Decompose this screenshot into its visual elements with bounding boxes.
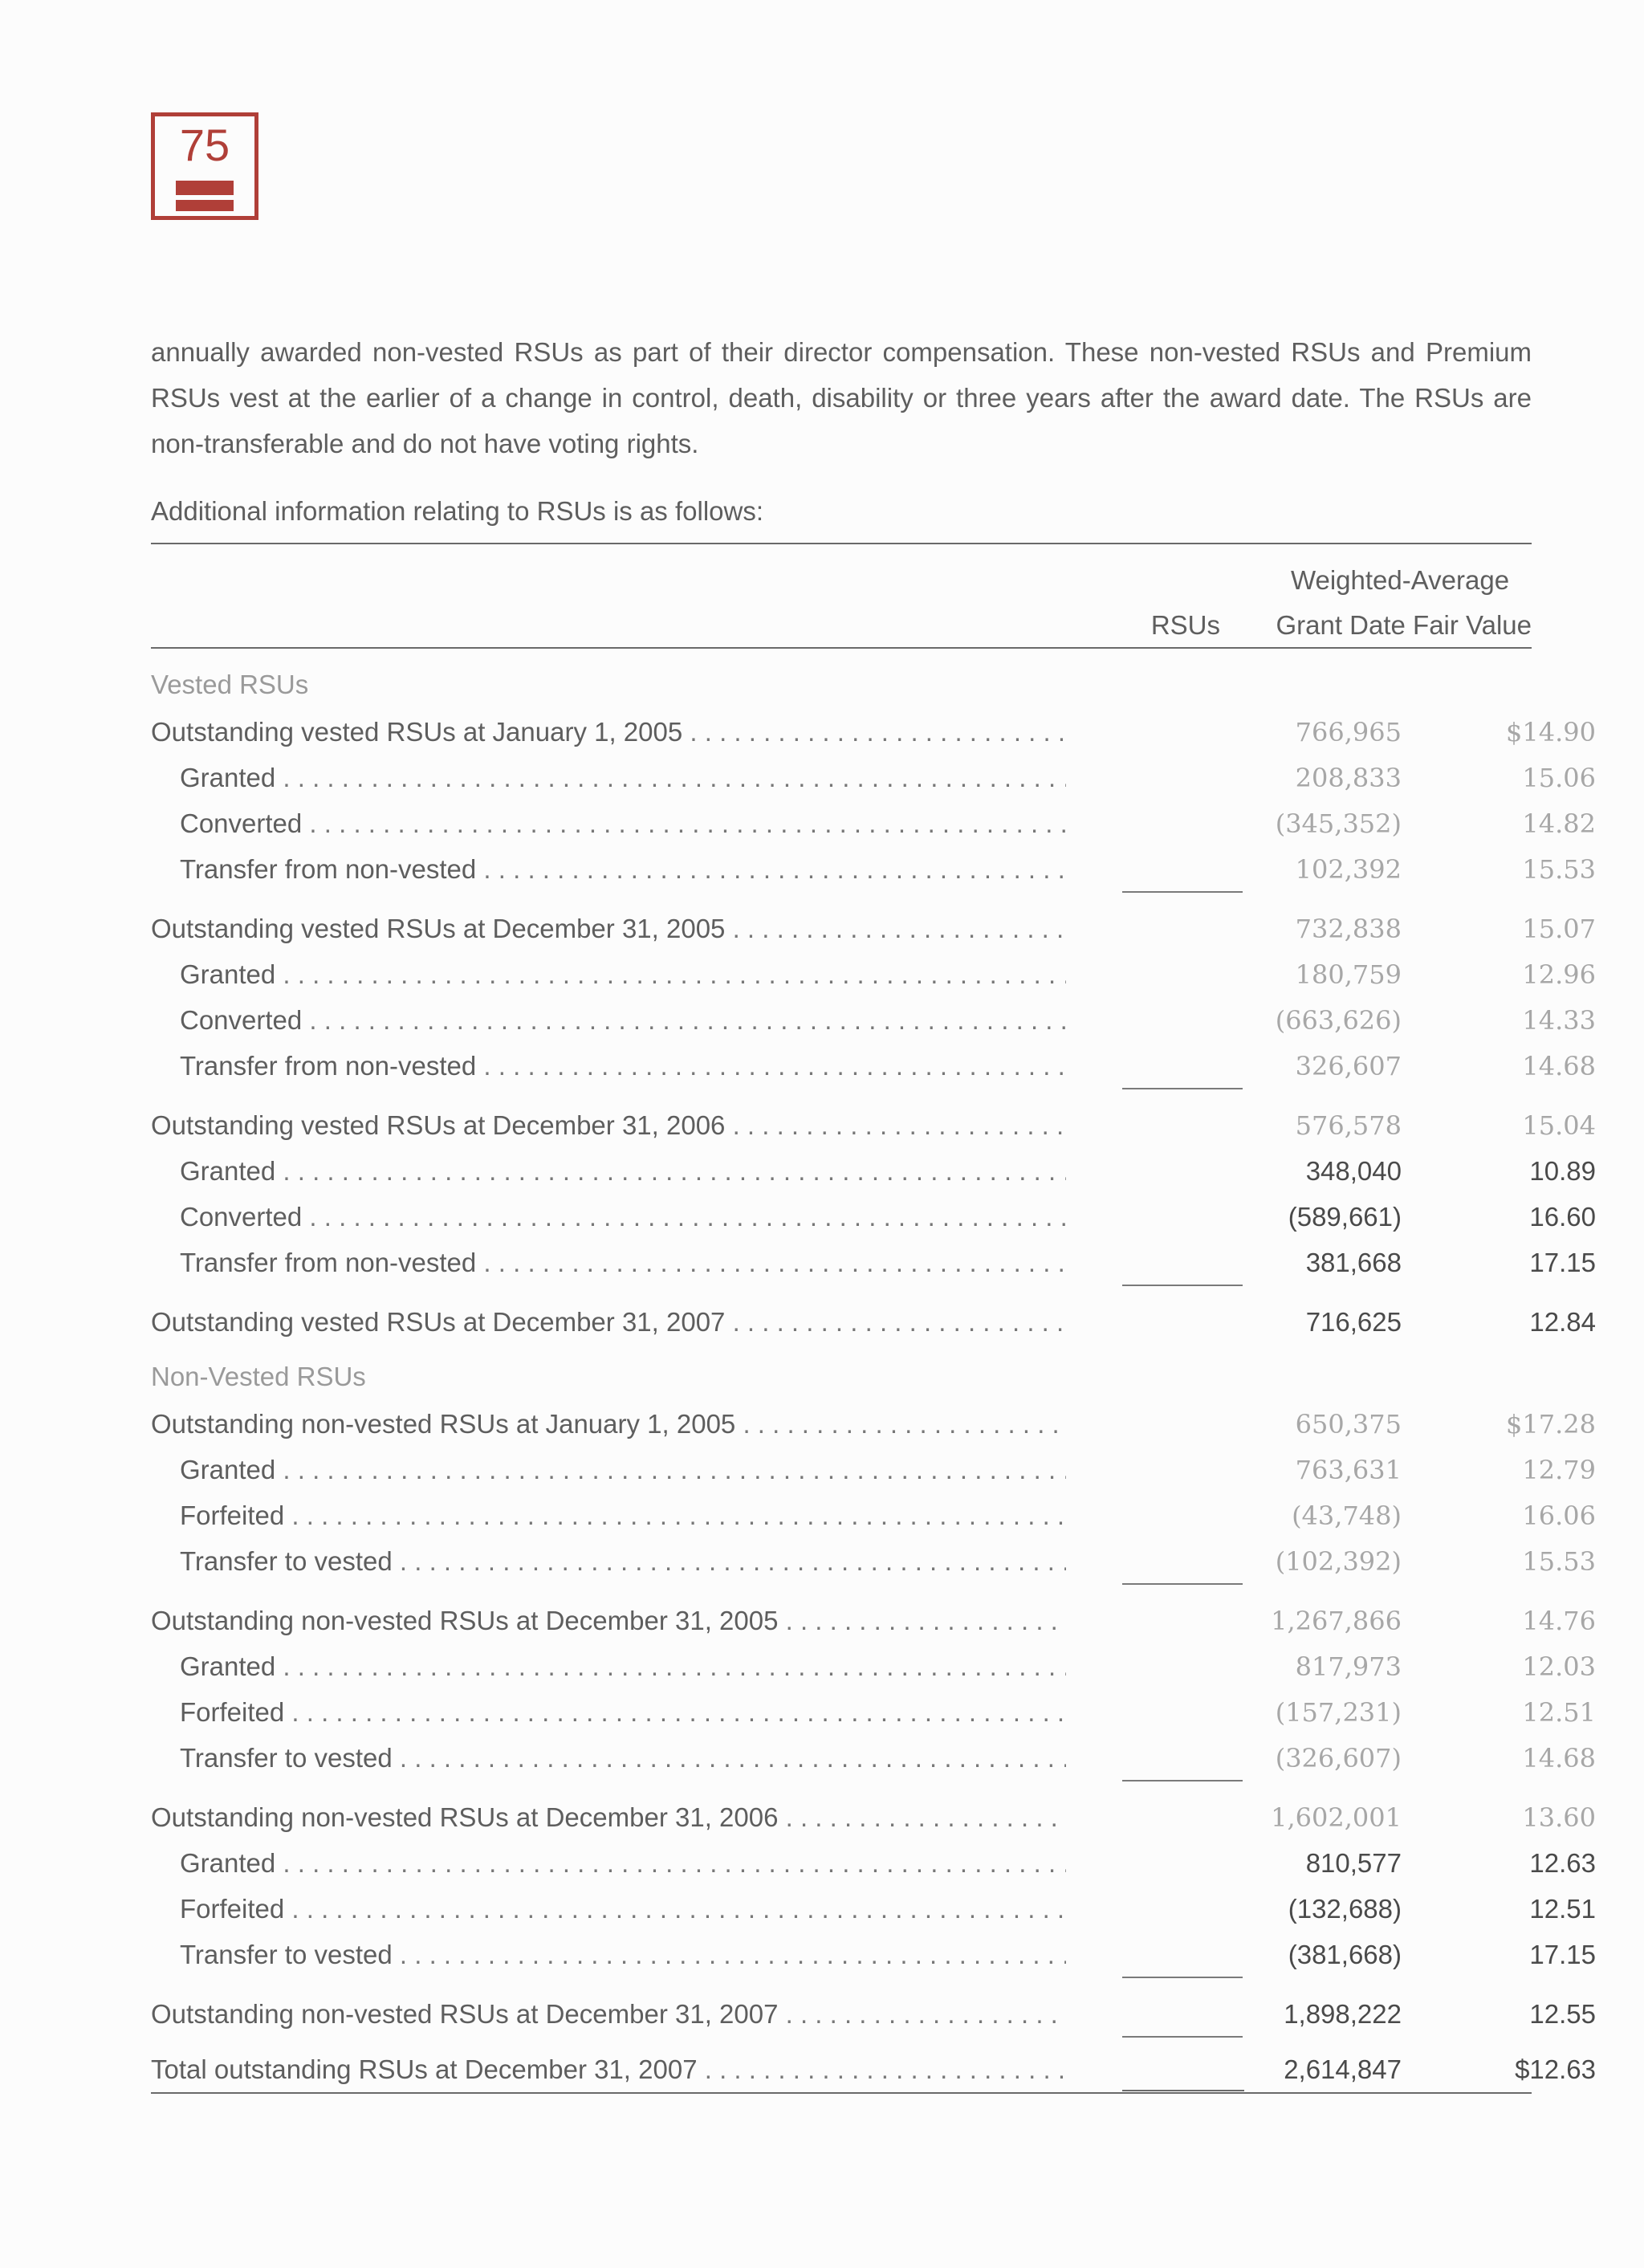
rsus-value: 1,602,001 xyxy=(1271,1802,1402,1833)
row-label: Outstanding vested RSUs at December 31, 2006 . . . xyxy=(151,1103,1066,1148)
rsus-value: 763,631 xyxy=(1295,1455,1402,1485)
subtotal-underline xyxy=(1122,1583,1243,1585)
row-label: Forfeited . . . xyxy=(180,1493,1066,1538)
row-label: Converted . . . xyxy=(180,1195,1066,1240)
row-label: Outstanding non-vested RSUs at December 31, 2006 . . . xyxy=(151,1795,1066,1840)
fair-value: $17.28 xyxy=(1506,1409,1596,1439)
fair-value: 16.60 xyxy=(1529,1202,1596,1232)
rsus-value: (43,748) xyxy=(1292,1500,1402,1531)
table-row xyxy=(151,1932,1596,1977)
fair-value: 15.53 xyxy=(1522,854,1596,885)
fair-value: $12.63 xyxy=(1515,2054,1596,2084)
row-label: Transfer to vested . . . xyxy=(180,1539,1066,1584)
fair-value: 12.79 xyxy=(1522,1455,1596,1485)
table-row xyxy=(151,847,1596,892)
row-label: Granted . . . xyxy=(180,755,1066,800)
total-row xyxy=(151,2047,1596,2092)
row-label: Transfer from non-vested . . . xyxy=(180,847,1066,892)
rsus-value: 2,614,847 xyxy=(1284,2054,1402,2084)
subtotal-underline xyxy=(1122,1977,1243,1978)
rsus-value: (589,661) xyxy=(1288,1202,1402,1232)
rsus-value: 1,898,222 xyxy=(1284,1999,1402,2029)
table-row xyxy=(151,1493,1596,1538)
fair-value: 14.76 xyxy=(1522,1606,1596,1636)
row-label: Transfer from non-vested . . . xyxy=(180,1044,1066,1089)
rsus-value: 810,577 xyxy=(1305,1848,1402,1878)
rsus-value: (381,668) xyxy=(1288,1940,1402,1969)
row-label: Granted . . . xyxy=(180,952,1066,997)
rsus-value: (157,231) xyxy=(1275,1697,1402,1728)
row-label: Outstanding non-vested RSUs at December 31, 2005 . . . xyxy=(151,1598,1066,1643)
row-label: Total outstanding RSUs at December 31, 2007 . . . xyxy=(151,2047,1066,2092)
col-header-rsus: RSUs xyxy=(1150,610,1220,640)
fair-value: 14.68 xyxy=(1522,1743,1596,1773)
row-label: Granted . . . xyxy=(180,1644,1066,1689)
row-label: Forfeited . . . xyxy=(180,1690,1066,1735)
row-label: Outstanding non-vested RSUs at January 1, 2005 . . . xyxy=(151,1402,1066,1447)
rsus-value: 650,375 xyxy=(1295,1409,1402,1439)
table-row xyxy=(151,801,1596,846)
row-label: Outstanding vested RSUs at December 31, 2007 . . . xyxy=(151,1300,1066,1345)
table-row xyxy=(151,1841,1596,1886)
table-row xyxy=(151,1992,1596,2037)
rsus-value: 208,833 xyxy=(1295,763,1402,793)
fair-value: 10.89 xyxy=(1529,1156,1596,1186)
table-row xyxy=(151,1149,1596,1194)
rsus-value: 180,759 xyxy=(1295,959,1402,990)
table-row xyxy=(151,1044,1596,1089)
row-label: Transfer from non-vested . . . xyxy=(180,1240,1066,1285)
table-row xyxy=(151,1240,1596,1285)
badge-bar-icon xyxy=(176,181,234,195)
table-row xyxy=(151,710,1596,755)
header-rule xyxy=(151,647,1532,649)
table-row xyxy=(151,1195,1596,1240)
row-label: Outstanding non-vested RSUs at December 31, 2007 . . . xyxy=(151,1992,1066,2037)
fair-value: 15.04 xyxy=(1522,1110,1596,1141)
table-top-rule xyxy=(151,543,1532,544)
rsus-value: (102,392) xyxy=(1275,1546,1402,1577)
rsus-value: 348,040 xyxy=(1305,1156,1402,1186)
fair-value: 16.06 xyxy=(1522,1500,1596,1531)
section-title-vested: Vested RSUs xyxy=(151,670,309,699)
rsus-value: (663,626) xyxy=(1275,1005,1402,1036)
fair-value: $14.90 xyxy=(1506,717,1596,747)
row-label: Outstanding vested RSUs at December 31, 2005 . . . xyxy=(151,906,1066,951)
fair-value: 17.15 xyxy=(1529,1248,1596,1277)
table-row xyxy=(151,1448,1596,1492)
table-row xyxy=(151,1598,1596,1643)
row-label: Converted . . . xyxy=(180,998,1066,1043)
intro-paragraph: annually awarded non-vested RSUs as part of their director compensation. These non-vested RSUs and Premium RSUs vest at the earlier of a change in control, death, disability or three years after the award date. The RSUs are non-transferable and do not have voting rights. xyxy=(151,337,1532,458)
rsus-value: 326,607 xyxy=(1295,1051,1402,1081)
subtotal-underline xyxy=(1122,1088,1243,1089)
col-header-wa-line2: Grant Date Fair Value xyxy=(1276,610,1532,640)
subtotal-underline xyxy=(1122,1285,1243,1286)
table-row xyxy=(151,952,1596,997)
rsus-value: 766,965 xyxy=(1295,717,1402,747)
rsus-value: (132,688) xyxy=(1288,1894,1402,1924)
table-row xyxy=(151,1644,1596,1689)
rsus-value: 716,625 xyxy=(1305,1307,1402,1337)
fair-value: 12.51 xyxy=(1522,1697,1596,1728)
total-underline xyxy=(1122,2090,1244,2091)
row-label: Granted . . . xyxy=(180,1448,1066,1492)
fair-value: 15.07 xyxy=(1522,914,1596,944)
table-row xyxy=(151,1795,1596,1840)
fair-value: 13.60 xyxy=(1522,1802,1596,1833)
table-row xyxy=(151,1402,1596,1447)
page-number-badge xyxy=(151,112,258,220)
table-row xyxy=(151,1300,1596,1345)
table-row xyxy=(151,1539,1596,1584)
fair-value: 12.51 xyxy=(1529,1894,1596,1924)
rsus-value: 576,578 xyxy=(1295,1110,1402,1141)
table-row xyxy=(151,1736,1596,1781)
row-label: Granted . . . xyxy=(180,1149,1066,1194)
table-row xyxy=(151,1887,1596,1932)
rsus-value: 817,973 xyxy=(1295,1651,1402,1682)
table-row xyxy=(151,1103,1596,1148)
rsus-value: (345,352) xyxy=(1275,808,1402,839)
fair-value: 17.15 xyxy=(1529,1940,1596,1969)
row-label: Transfer to vested . . . xyxy=(180,1736,1066,1781)
row-label: Transfer to vested . . . xyxy=(180,1932,1066,1977)
table-row xyxy=(151,755,1596,800)
rsus-value: 732,838 xyxy=(1295,914,1402,944)
row-label: Converted . . . xyxy=(180,801,1066,846)
fair-value: 14.33 xyxy=(1522,1005,1596,1036)
fair-value: 12.63 xyxy=(1529,1848,1596,1878)
col-header-wa-line1: Weighted-Average xyxy=(1290,565,1510,595)
table-row xyxy=(151,1690,1596,1735)
table-row xyxy=(151,998,1596,1043)
fair-value: 15.06 xyxy=(1522,763,1596,793)
table-lead-text: Additional information relating to RSUs is as follows: xyxy=(151,496,764,526)
rsus-value: 1,267,866 xyxy=(1271,1606,1402,1636)
table-bottom-rule xyxy=(151,2092,1532,2094)
row-label: Forfeited . . . xyxy=(180,1887,1066,1932)
section-title-nonvested: Non-Vested RSUs xyxy=(151,1362,366,1391)
fair-value: 12.03 xyxy=(1522,1651,1596,1682)
fair-value: 15.53 xyxy=(1522,1546,1596,1577)
fair-value: 12.55 xyxy=(1529,1999,1596,2029)
fair-value: 14.68 xyxy=(1522,1051,1596,1081)
rsus-value: 381,668 xyxy=(1305,1248,1402,1277)
row-label: Outstanding vested RSUs at January 1, 2005 . . . xyxy=(151,710,1066,755)
subtotal-underline xyxy=(1122,2036,1243,2038)
subtotal-underline xyxy=(1122,891,1243,893)
row-label: Granted . . . xyxy=(180,1841,1066,1886)
fair-value: 12.84 xyxy=(1529,1307,1596,1337)
rsus-value: (326,607) xyxy=(1275,1743,1402,1773)
fair-value: 14.82 xyxy=(1522,808,1596,839)
subtotal-underline xyxy=(1122,1780,1243,1781)
table-row xyxy=(151,906,1596,951)
rsus-value: 102,392 xyxy=(1295,854,1402,885)
fair-value: 12.96 xyxy=(1522,959,1596,990)
page-number: 75 xyxy=(179,120,230,170)
badge-bar-icon xyxy=(176,200,234,211)
